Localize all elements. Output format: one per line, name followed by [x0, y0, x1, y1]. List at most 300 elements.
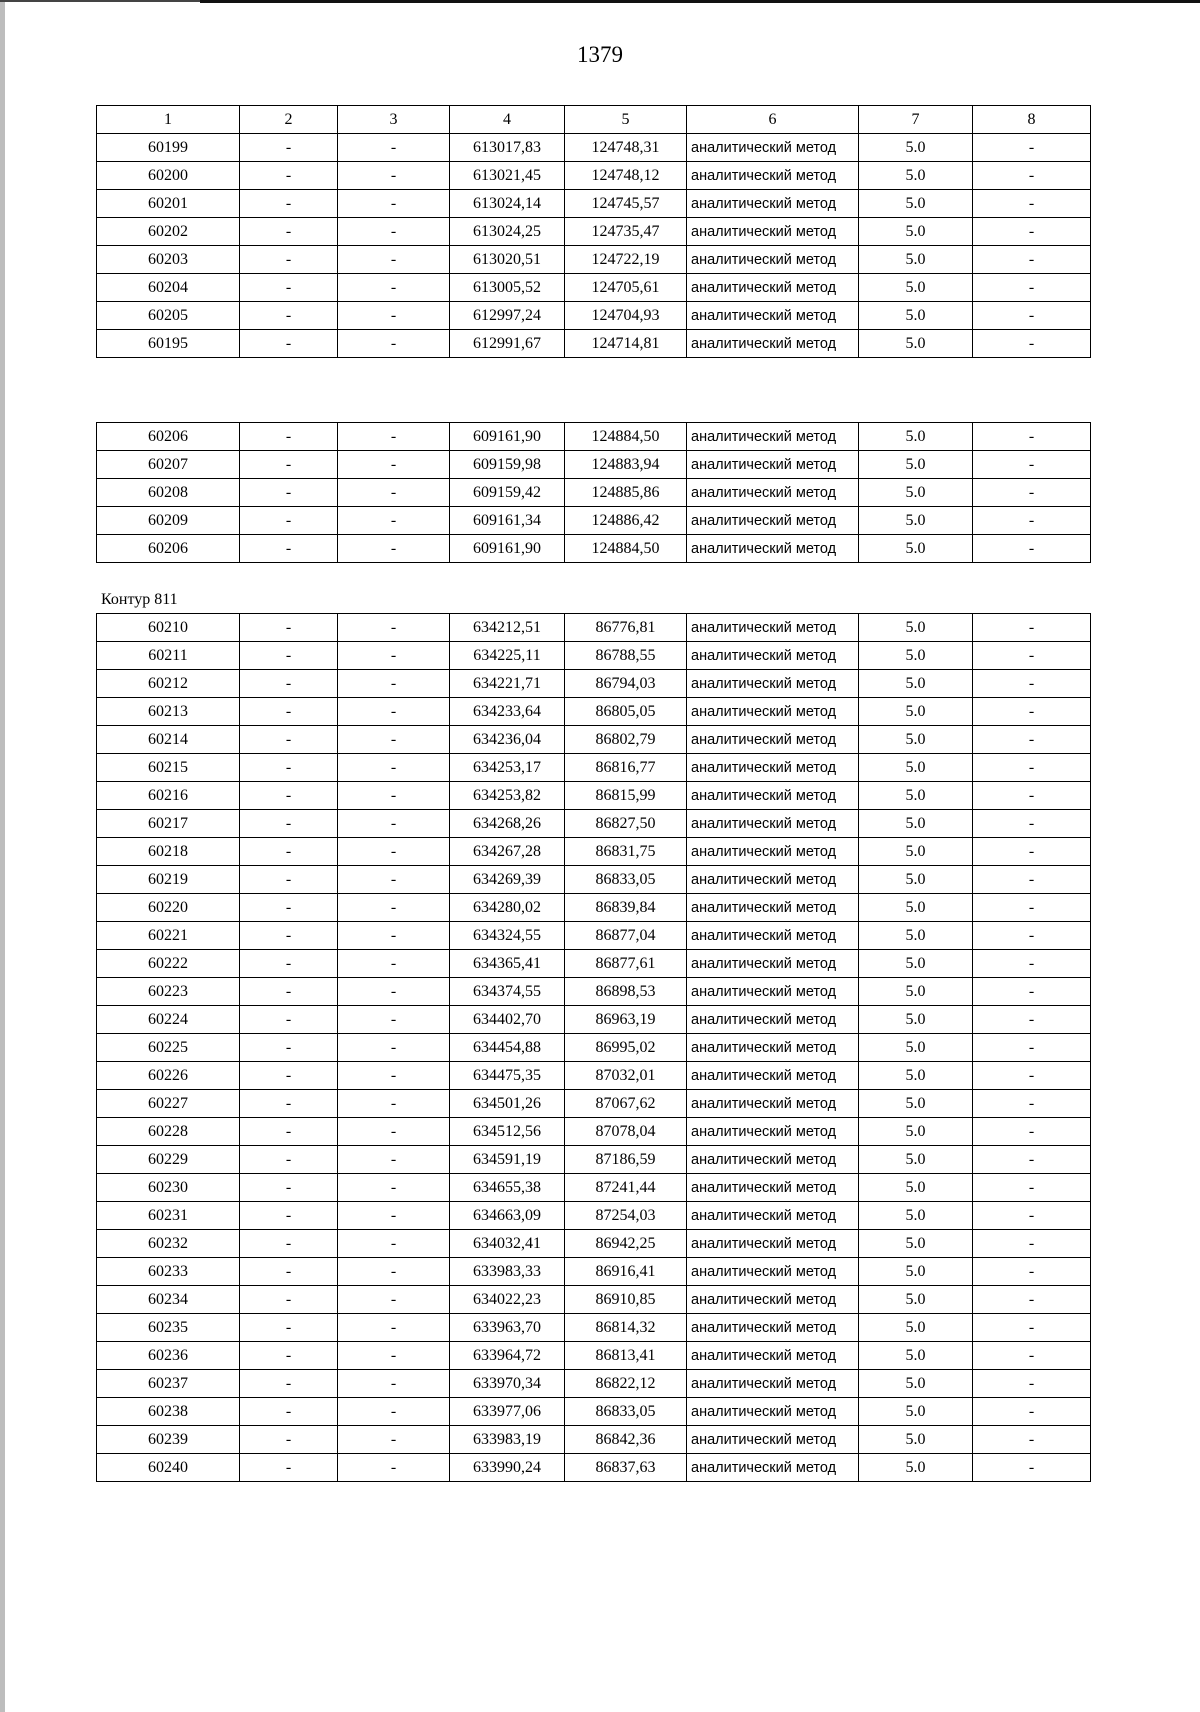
table-header-row	[97, 106, 1091, 134]
table-cell-col-5: 86877,61	[565, 950, 687, 978]
table-cell-col-8: -	[973, 950, 1091, 978]
table-row	[97, 1426, 1091, 1454]
table-cell-col-1: 60239	[97, 1426, 240, 1454]
table-cell-col-4: 609161,90	[450, 535, 565, 563]
table-cell-col-2: -	[240, 1006, 338, 1034]
table-row	[97, 1342, 1091, 1370]
table-cell-col-2: -	[240, 1118, 338, 1146]
table-cell-col-6: аналитический метод	[687, 950, 859, 978]
table-cell-col-8: -	[973, 642, 1091, 670]
table-cell-col-2: -	[240, 1174, 338, 1202]
table-cell-col-3: -	[338, 302, 450, 330]
table-row	[97, 810, 1091, 838]
table-cell-col-7: 5.0	[859, 726, 973, 754]
table-cell-col-8: -	[973, 838, 1091, 866]
table-cell-col-6: аналитический метод	[687, 190, 859, 218]
table-row	[97, 274, 1091, 302]
table-cell-col-2: -	[240, 1230, 338, 1258]
table-cell-col-4: 633964,72	[450, 1342, 565, 1370]
contour-label: Контур 811	[101, 591, 178, 608]
table-cell-col-5: 86833,05	[565, 866, 687, 894]
table-cell-col-3: -	[338, 162, 450, 190]
table-cell-col-7: 5.0	[859, 614, 973, 642]
table-cell-col-1: 60240	[97, 1454, 240, 1482]
table-cell-col-1: 60220	[97, 894, 240, 922]
table-cell-col-5: 86916,41	[565, 1258, 687, 1286]
table-cell-col-5: 124748,12	[565, 162, 687, 190]
table-cell-col-1: 60238	[97, 1398, 240, 1426]
table-cell-col-2: -	[240, 274, 338, 302]
table-cell-col-7: 5.0	[859, 190, 973, 218]
table-cell-col-4: 634253,17	[450, 754, 565, 782]
table-cell-col-7: 5.0	[859, 950, 973, 978]
column-header-1: 1	[97, 106, 240, 134]
table-cell-col-7: 5.0	[859, 1314, 973, 1342]
table-cell-col-5: 86814,32	[565, 1314, 687, 1342]
table-cell-col-5: 124722,19	[565, 246, 687, 274]
table-cell-col-8: -	[973, 614, 1091, 642]
table-row	[97, 162, 1091, 190]
table-cell-col-4: 634267,28	[450, 838, 565, 866]
table-cell-col-8: -	[973, 507, 1091, 535]
table-cell-col-2: -	[240, 1090, 338, 1118]
table-cell-col-5: 124745,57	[565, 190, 687, 218]
table-cell-col-8: -	[973, 782, 1091, 810]
table-cell-col-5: 87078,04	[565, 1118, 687, 1146]
table-cell-col-3: -	[338, 1314, 450, 1342]
table-cell-col-4: 634269,39	[450, 866, 565, 894]
table-cell-col-3: -	[338, 274, 450, 302]
table-cell-col-4: 613021,45	[450, 162, 565, 190]
table-cell-col-6: аналитический метод	[687, 1006, 859, 1034]
table-cell-col-1: 60223	[97, 978, 240, 1006]
table-cell-col-8: -	[973, 698, 1091, 726]
table-cell-col-5: 86898,53	[565, 978, 687, 1006]
table-cell-col-3: -	[338, 507, 450, 535]
table-row	[97, 1174, 1091, 1202]
table-cell-col-3: -	[338, 894, 450, 922]
table-cell-col-5: 86910,85	[565, 1286, 687, 1314]
table-cell-col-6: аналитический метод	[687, 1454, 859, 1482]
table-cell-col-3: -	[338, 1090, 450, 1118]
table-cell-col-4: 634663,09	[450, 1202, 565, 1230]
table-cell-col-2: -	[240, 1258, 338, 1286]
table-cell-col-8: -	[973, 1230, 1091, 1258]
table-row	[97, 423, 1091, 451]
table-cell-col-5: 86963,19	[565, 1006, 687, 1034]
column-header-8: 8	[973, 106, 1091, 134]
table-row	[97, 479, 1091, 507]
table-cell-col-6: аналитический метод	[687, 838, 859, 866]
table-cell-col-7: 5.0	[859, 218, 973, 246]
table-row	[97, 190, 1091, 218]
table-cell-col-3: -	[338, 190, 450, 218]
table-cell-col-4: 612997,24	[450, 302, 565, 330]
table-cell-col-1: 60228	[97, 1118, 240, 1146]
table-cell-col-8: -	[973, 246, 1091, 274]
table-cell-col-6: аналитический метод	[687, 726, 859, 754]
table-cell-col-1: 60204	[97, 274, 240, 302]
table-cell-col-6: аналитический метод	[687, 1202, 859, 1230]
table-cell-col-2: -	[240, 642, 338, 670]
table-cell-col-6: аналитический метод	[687, 330, 859, 358]
table-cell-col-7: 5.0	[859, 451, 973, 479]
table-cell-col-8: -	[973, 535, 1091, 563]
table-cell-col-2: -	[240, 162, 338, 190]
table-cell-col-8: -	[973, 1314, 1091, 1342]
table-cell-col-4: 634402,70	[450, 1006, 565, 1034]
table-cell-col-6: аналитический метод	[687, 642, 859, 670]
table-cell-col-6: аналитический метод	[687, 479, 859, 507]
table-cell-col-5: 124886,42	[565, 507, 687, 535]
column-header-6: 6	[687, 106, 859, 134]
table-cell-col-8: -	[973, 1146, 1091, 1174]
table-cell-col-6: аналитический метод	[687, 423, 859, 451]
table-cell-col-8: -	[973, 1062, 1091, 1090]
column-header-5: 5	[565, 106, 687, 134]
table-cell-col-3: -	[338, 1258, 450, 1286]
table-cell-col-2: -	[240, 978, 338, 1006]
table-row	[97, 642, 1091, 670]
table-1-body	[97, 106, 1091, 358]
table-cell-col-8: -	[973, 670, 1091, 698]
table-cell-col-8: -	[973, 1006, 1091, 1034]
table-cell-col-4: 613024,25	[450, 218, 565, 246]
table-cell-col-7: 5.0	[859, 1090, 973, 1118]
table-cell-col-3: -	[338, 1034, 450, 1062]
table-cell-col-1: 60230	[97, 1174, 240, 1202]
table-cell-col-3: -	[338, 330, 450, 358]
table-row	[97, 218, 1091, 246]
table-cell-col-8: -	[973, 1398, 1091, 1426]
table-cell-col-7: 5.0	[859, 642, 973, 670]
table-cell-col-5: 86813,41	[565, 1342, 687, 1370]
table-cell-col-5: 86827,50	[565, 810, 687, 838]
table-cell-col-5: 124714,81	[565, 330, 687, 358]
table-cell-col-3: -	[338, 838, 450, 866]
table-cell-col-8: -	[973, 866, 1091, 894]
table-cell-col-4: 609159,42	[450, 479, 565, 507]
table-cell-col-2: -	[240, 1202, 338, 1230]
table-cell-col-1: 60216	[97, 782, 240, 810]
table-cell-col-6: аналитический метод	[687, 698, 859, 726]
table-cell-col-7: 5.0	[859, 894, 973, 922]
table-cell-col-4: 633990,24	[450, 1454, 565, 1482]
table-row	[97, 1006, 1091, 1034]
table-cell-col-7: 5.0	[859, 1062, 973, 1090]
table-cell-col-7: 5.0	[859, 1370, 973, 1398]
table-cell-col-6: аналитический метод	[687, 451, 859, 479]
table-cell-col-7: 5.0	[859, 330, 973, 358]
table-cell-col-8: -	[973, 754, 1091, 782]
table-row	[97, 922, 1091, 950]
table-cell-col-2: -	[240, 507, 338, 535]
table-3-body	[97, 614, 1091, 1482]
table-cell-col-4: 612991,67	[450, 330, 565, 358]
table-cell-col-6: аналитический метод	[687, 1174, 859, 1202]
column-header-4: 4	[450, 106, 565, 134]
table-cell-col-8: -	[973, 922, 1091, 950]
table-cell-col-1: 60233	[97, 1258, 240, 1286]
table-cell-col-5: 124705,61	[565, 274, 687, 302]
table-cell-col-5: 86822,12	[565, 1370, 687, 1398]
table-row	[97, 1314, 1091, 1342]
table-cell-col-3: -	[338, 1342, 450, 1370]
table-cell-col-3: -	[338, 1398, 450, 1426]
table-cell-col-5: 86839,84	[565, 894, 687, 922]
table-cell-col-7: 5.0	[859, 1258, 973, 1286]
table-cell-col-1: 60207	[97, 451, 240, 479]
column-header-2: 2	[240, 106, 338, 134]
table-cell-col-7: 5.0	[859, 507, 973, 535]
table-cell-col-4: 634365,41	[450, 950, 565, 978]
table-cell-col-1: 60203	[97, 246, 240, 274]
table-cell-col-2: -	[240, 698, 338, 726]
table-cell-col-2: -	[240, 950, 338, 978]
table-cell-col-7: 5.0	[859, 1454, 973, 1482]
table-cell-col-2: -	[240, 1286, 338, 1314]
table-cell-col-6: аналитический метод	[687, 978, 859, 1006]
table-cell-col-5: 86794,03	[565, 670, 687, 698]
table-cell-col-2: -	[240, 218, 338, 246]
table-row	[97, 614, 1091, 642]
table-cell-col-7: 5.0	[859, 274, 973, 302]
page-number: 1379	[577, 42, 623, 67]
table-cell-col-2: -	[240, 1342, 338, 1370]
table-row	[97, 1230, 1091, 1258]
table-cell-col-4: 633970,34	[450, 1370, 565, 1398]
table-cell-col-4: 634501,26	[450, 1090, 565, 1118]
table-cell-col-5: 86942,25	[565, 1230, 687, 1258]
table-cell-col-1: 60221	[97, 922, 240, 950]
table-cell-col-6: аналитический метод	[687, 1342, 859, 1370]
table-cell-col-4: 634221,71	[450, 670, 565, 698]
table-cell-col-6: аналитический метод	[687, 1426, 859, 1454]
table-cell-col-3: -	[338, 922, 450, 950]
table-cell-col-4: 633963,70	[450, 1314, 565, 1342]
table-cell-col-3: -	[338, 1062, 450, 1090]
table-cell-col-7: 5.0	[859, 670, 973, 698]
table-cell-col-1: 60201	[97, 190, 240, 218]
table-row	[97, 950, 1091, 978]
table-cell-col-4: 613024,14	[450, 190, 565, 218]
table-cell-col-4: 634253,82	[450, 782, 565, 810]
table-cell-col-1: 60237	[97, 1370, 240, 1398]
table-cell-col-2: -	[240, 1454, 338, 1482]
table-cell-col-6: аналитический метод	[687, 1258, 859, 1286]
table-cell-col-5: 124883,94	[565, 451, 687, 479]
table-cell-col-8: -	[973, 479, 1091, 507]
table-cell-col-8: -	[973, 190, 1091, 218]
table-cell-col-3: -	[338, 1230, 450, 1258]
table-row	[97, 1454, 1091, 1482]
table-cell-col-2: -	[240, 134, 338, 162]
table-cell-col-2: -	[240, 330, 338, 358]
table-cell-col-3: -	[338, 754, 450, 782]
table-cell-col-5: 124885,86	[565, 479, 687, 507]
table-cell-col-6: аналитический метод	[687, 218, 859, 246]
table-row	[97, 670, 1091, 698]
table-row	[97, 1286, 1091, 1314]
table-cell-col-4: 634591,19	[450, 1146, 565, 1174]
table-cell-col-1: 60208	[97, 479, 240, 507]
table-cell-col-6: аналитический метод	[687, 1034, 859, 1062]
table-cell-col-2: -	[240, 782, 338, 810]
table-cell-col-4: 613020,51	[450, 246, 565, 274]
table-cell-col-5: 86877,04	[565, 922, 687, 950]
table-cell-col-8: -	[973, 134, 1091, 162]
table-cell-col-1: 60205	[97, 302, 240, 330]
table-cell-col-6: аналитический метод	[687, 1286, 859, 1314]
scan-top-border-right	[200, 0, 1200, 3]
table-cell-col-1: 60202	[97, 218, 240, 246]
table-cell-col-3: -	[338, 246, 450, 274]
table-cell-col-3: -	[338, 978, 450, 1006]
table-cell-col-2: -	[240, 1034, 338, 1062]
table-cell-col-5: 86995,02	[565, 1034, 687, 1062]
table-cell-col-1: 60225	[97, 1034, 240, 1062]
table-cell-col-4: 634374,55	[450, 978, 565, 1006]
table-cell-col-7: 5.0	[859, 246, 973, 274]
table-cell-col-7: 5.0	[859, 698, 973, 726]
table-cell-col-1: 60214	[97, 726, 240, 754]
table-cell-col-5: 87186,59	[565, 1146, 687, 1174]
table-cell-col-3: -	[338, 1370, 450, 1398]
table-row	[97, 535, 1091, 563]
table-row	[97, 866, 1091, 894]
table-cell-col-2: -	[240, 838, 338, 866]
table-cell-col-6: аналитический метод	[687, 246, 859, 274]
table-cell-col-4: 609159,98	[450, 451, 565, 479]
table-cell-col-5: 86802,79	[565, 726, 687, 754]
table-cell-col-1: 60217	[97, 810, 240, 838]
table-cell-col-2: -	[240, 1426, 338, 1454]
table-cell-col-3: -	[338, 670, 450, 698]
table-cell-col-1: 60212	[97, 670, 240, 698]
table-cell-col-3: -	[338, 866, 450, 894]
table-cell-col-2: -	[240, 614, 338, 642]
table-cell-col-4: 633977,06	[450, 1398, 565, 1426]
table-cell-col-6: аналитический метод	[687, 1146, 859, 1174]
table-cell-col-1: 60231	[97, 1202, 240, 1230]
table-cell-col-2: -	[240, 190, 338, 218]
table-cell-col-1: 60224	[97, 1006, 240, 1034]
table-cell-col-1: 60199	[97, 134, 240, 162]
table-cell-col-6: аналитический метод	[687, 782, 859, 810]
table-cell-col-2: -	[240, 535, 338, 563]
table-cell-col-7: 5.0	[859, 866, 973, 894]
table-cell-col-2: -	[240, 670, 338, 698]
table-cell-col-5: 86837,63	[565, 1454, 687, 1482]
table-cell-col-6: аналитический метод	[687, 866, 859, 894]
table-cell-col-3: -	[338, 218, 450, 246]
table-cell-col-4: 634212,51	[450, 614, 565, 642]
table-cell-col-4: 634475,35	[450, 1062, 565, 1090]
table-cell-col-1: 60232	[97, 1230, 240, 1258]
table-cell-col-8: -	[973, 274, 1091, 302]
table-cell-col-4: 634454,88	[450, 1034, 565, 1062]
table-cell-col-7: 5.0	[859, 1426, 973, 1454]
table-cell-col-1: 60215	[97, 754, 240, 782]
table-cell-col-2: -	[240, 894, 338, 922]
table-cell-col-5: 87032,01	[565, 1062, 687, 1090]
table-cell-col-3: -	[338, 810, 450, 838]
table-cell-col-6: аналитический метод	[687, 1118, 859, 1146]
table-row	[97, 302, 1091, 330]
table-cell-col-6: аналитический метод	[687, 1090, 859, 1118]
table-cell-col-1: 60227	[97, 1090, 240, 1118]
table-cell-col-5: 87241,44	[565, 1174, 687, 1202]
table-cell-col-1: 60235	[97, 1314, 240, 1342]
table-cell-col-1: 60219	[97, 866, 240, 894]
table-cell-col-7: 5.0	[859, 535, 973, 563]
table-cell-col-3: -	[338, 1146, 450, 1174]
table-cell-col-5: 124704,93	[565, 302, 687, 330]
table-cell-col-8: -	[973, 1174, 1091, 1202]
table-row	[97, 1146, 1091, 1174]
table-cell-col-1: 60236	[97, 1342, 240, 1370]
table-cell-col-6: аналитический метод	[687, 134, 859, 162]
table-cell-col-2: -	[240, 451, 338, 479]
table-cell-col-3: -	[338, 134, 450, 162]
table-cell-col-8: -	[973, 1370, 1091, 1398]
table-cell-col-2: -	[240, 1062, 338, 1090]
table-cell-col-7: 5.0	[859, 162, 973, 190]
table-cell-col-5: 124884,50	[565, 535, 687, 563]
table-cell-col-2: -	[240, 1314, 338, 1342]
table-cell-col-3: -	[338, 1174, 450, 1202]
table-cell-col-7: 5.0	[859, 1286, 973, 1314]
table-cell-col-6: аналитический метод	[687, 507, 859, 535]
table-cell-col-7: 5.0	[859, 1398, 973, 1426]
table-cell-col-8: -	[973, 1118, 1091, 1146]
table-cell-col-2: -	[240, 1370, 338, 1398]
table-cell-col-5: 124748,31	[565, 134, 687, 162]
table-row	[97, 507, 1091, 535]
table-cell-col-5: 87067,62	[565, 1090, 687, 1118]
column-header-7: 7	[859, 106, 973, 134]
table-cell-col-8: -	[973, 894, 1091, 922]
table-cell-col-6: аналитический метод	[687, 1370, 859, 1398]
table-cell-col-5: 124735,47	[565, 218, 687, 246]
table-row	[97, 134, 1091, 162]
table-cell-col-3: -	[338, 1286, 450, 1314]
table-cell-col-7: 5.0	[859, 134, 973, 162]
table-cell-col-4: 613005,52	[450, 274, 565, 302]
table-cell-col-4: 609161,90	[450, 423, 565, 451]
table-cell-col-6: аналитический метод	[687, 810, 859, 838]
table-cell-col-7: 5.0	[859, 810, 973, 838]
table-cell-col-1: 60195	[97, 330, 240, 358]
table-cell-col-8: -	[973, 1258, 1091, 1286]
table-cell-col-7: 5.0	[859, 838, 973, 866]
table-cell-col-8: -	[973, 810, 1091, 838]
column-header-3: 3	[338, 106, 450, 134]
table-cell-col-5: 86833,05	[565, 1398, 687, 1426]
table-row	[97, 1118, 1091, 1146]
table-cell-col-1: 60229	[97, 1146, 240, 1174]
table-cell-col-6: аналитический метод	[687, 1062, 859, 1090]
table-row	[97, 698, 1091, 726]
table-cell-col-8: -	[973, 162, 1091, 190]
table-cell-col-7: 5.0	[859, 1118, 973, 1146]
table-cell-col-4: 634225,11	[450, 642, 565, 670]
table-cell-col-6: аналитический метод	[687, 162, 859, 190]
table-cell-col-4: 634324,55	[450, 922, 565, 950]
coordinates-table-1	[96, 105, 1091, 358]
table-cell-col-8: -	[973, 1090, 1091, 1118]
table-cell-col-6: аналитический метод	[687, 894, 859, 922]
